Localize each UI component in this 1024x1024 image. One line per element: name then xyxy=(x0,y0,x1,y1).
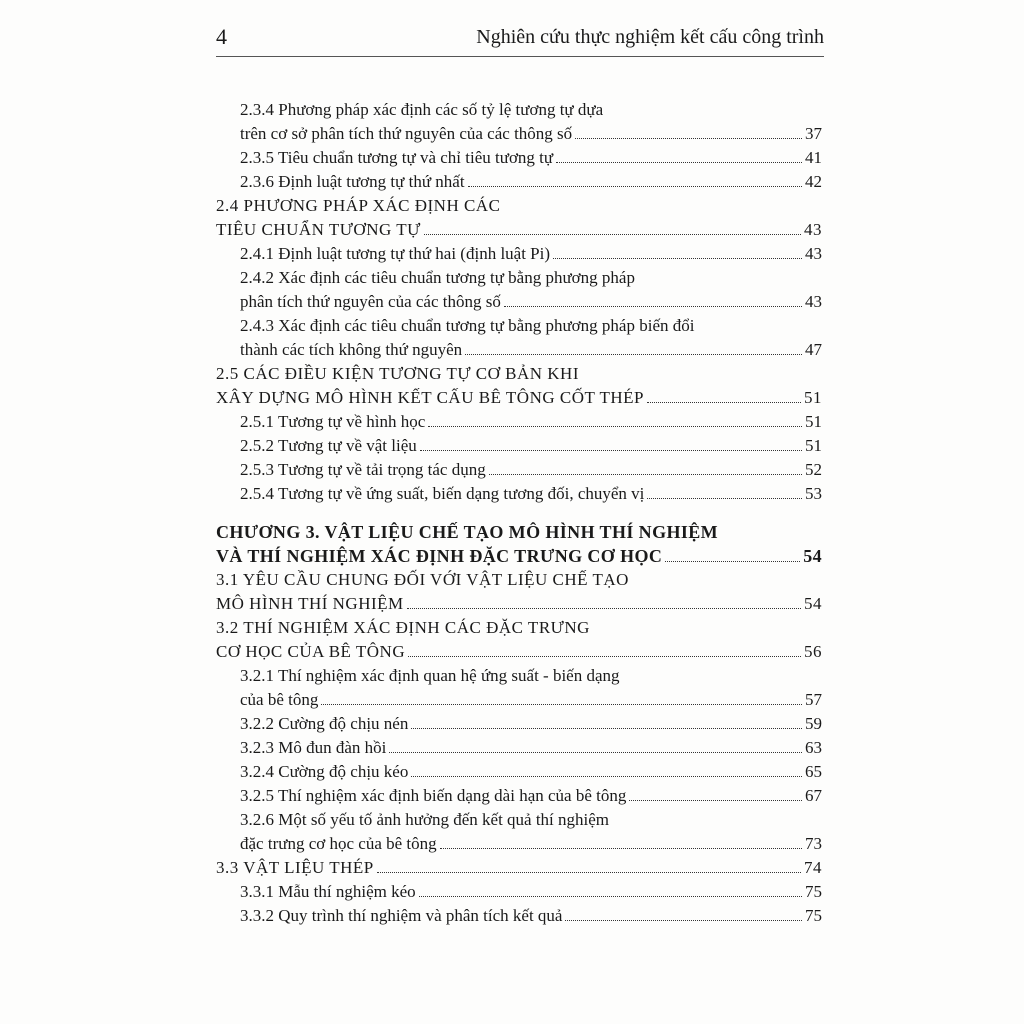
toc-entry-title: 3.3.1 Mẫu thí nghiệm kéo xyxy=(240,882,416,901)
toc-entry-title: 3.3 VẬT LIỆU THÉP xyxy=(216,858,374,877)
toc-page-number: 37 xyxy=(805,124,822,143)
toc-entry xyxy=(216,362,822,410)
toc-entry xyxy=(216,760,822,784)
toc-entry-title: 3.2.5 Thí nghiệm xác định biến dạng dài hạn của bê tông xyxy=(240,786,627,805)
toc-entry-title: 2.5.1 Tương tự về hình học xyxy=(240,412,426,431)
toc-entry xyxy=(216,98,822,146)
toc-entry-line: 2.4.2 Xác định các tiêu chuẩn tương tự bằng phương pháp xyxy=(240,268,635,287)
toc-entry-title: 3.3.2 Quy trình thí nghiệm và phân tích kết quả xyxy=(240,906,563,925)
toc-entry-line: 2.4.3 Xác định các tiêu chuẩn tương tự bằng phương pháp biến đổi xyxy=(240,316,695,335)
dot-leader xyxy=(428,426,802,427)
toc-entry xyxy=(216,568,822,616)
toc-entry-line: 2.5 CÁC ĐIỀU KIỆN TƯƠNG TỰ CƠ BẢN KHI xyxy=(216,364,579,383)
dot-leader xyxy=(647,402,801,403)
toc-entry xyxy=(216,170,822,194)
toc-page-number: 63 xyxy=(805,738,822,757)
toc-page-number: 47 xyxy=(805,340,822,359)
toc-entry xyxy=(216,880,822,904)
toc-entry-title: CƠ HỌC CỦA BÊ TÔNG xyxy=(216,642,406,661)
toc-entry xyxy=(216,410,822,434)
dot-leader xyxy=(419,896,802,897)
toc-page-number: 54 xyxy=(804,594,822,613)
dot-leader xyxy=(647,498,802,499)
dot-leader xyxy=(665,561,800,562)
toc-page-number: 74 xyxy=(804,858,822,877)
toc-entry xyxy=(216,736,822,760)
toc-entry xyxy=(216,194,822,242)
toc-entry-title: 3.2.4 Cường độ chịu kéo xyxy=(240,762,409,781)
toc-entry xyxy=(216,146,822,170)
toc-page-number: 75 xyxy=(805,882,822,901)
dot-leader xyxy=(389,752,802,753)
toc-entry-title: 2.3.6 Định luật tương tự thứ nhất xyxy=(240,172,465,191)
toc-entry-title: 2.4.1 Định luật tương tự thứ hai (định luật Pi) xyxy=(240,244,551,263)
toc-entry xyxy=(216,712,822,736)
toc-entry-title: thành các tích không thứ nguyên xyxy=(240,340,463,359)
toc-page-number: 65 xyxy=(805,762,822,781)
toc-entry-line: 3.1 YÊU CẦU CHUNG ĐỐI VỚI VẬT LIỆU CHẾ TẠO xyxy=(216,570,629,589)
toc-entry-title: 3.2.3 Mô đun đàn hồi xyxy=(240,738,387,757)
toc-entry xyxy=(216,314,822,362)
toc-page-number: 75 xyxy=(805,906,822,925)
toc-entry-title: phân tích thứ nguyên của các thông số xyxy=(240,292,501,311)
toc-page-number: 51 xyxy=(805,412,822,431)
toc-entry-title: đặc trưng cơ học của bê tông xyxy=(240,834,437,853)
toc-entry xyxy=(216,458,822,482)
toc-entry-title: 2.5.4 Tương tự về ứng suất, biến dạng tương đối, chuyển vị xyxy=(240,484,645,503)
table-of-contents xyxy=(216,98,822,928)
toc-entry-line: 2.3.4 Phương pháp xác định các số tỷ lệ tương tự dựa xyxy=(240,100,604,119)
toc-entry xyxy=(216,808,822,856)
dot-leader xyxy=(565,920,802,921)
toc-entry-title: XÂY DỰNG MÔ HÌNH KẾT CẤU BÊ TÔNG CỐT THÉP xyxy=(216,388,645,407)
toc-page-number: 67 xyxy=(805,786,822,805)
toc-entry xyxy=(216,784,822,808)
toc-page-number: 59 xyxy=(805,714,822,733)
toc-page-number: 54 xyxy=(803,546,822,566)
dot-leader xyxy=(407,608,801,609)
toc-page-number: 51 xyxy=(804,388,822,407)
toc-entry xyxy=(216,434,822,458)
toc-entry-title: 2.3.5 Tiêu chuẩn tương tự và chỉ tiêu tương tự xyxy=(240,148,554,167)
toc-entry-title: VÀ THÍ NGHIỆM XÁC ĐỊNH ĐẶC TRƯNG CƠ HỌC xyxy=(216,546,663,566)
toc-entry xyxy=(216,266,822,314)
toc-page-number: 51 xyxy=(805,436,822,455)
dot-leader xyxy=(377,872,801,873)
dot-leader xyxy=(575,138,802,139)
toc-page-number: 43 xyxy=(804,220,822,239)
dot-leader xyxy=(553,258,802,259)
dot-leader xyxy=(321,704,802,705)
toc-entry-title: 2.5.2 Tương tự về vật liệu xyxy=(240,436,417,455)
dot-leader xyxy=(468,186,802,187)
dot-leader xyxy=(629,800,802,801)
toc-page-number: 42 xyxy=(805,172,822,191)
toc-entry-title: MÔ HÌNH THÍ NGHIỆM xyxy=(216,594,404,613)
toc-page-number: 73 xyxy=(805,834,822,853)
dot-leader xyxy=(411,776,802,777)
toc-entry xyxy=(216,616,822,664)
toc-entry-title: TIÊU CHUẨN TƯƠNG TỰ xyxy=(216,220,421,239)
toc-page-number: 41 xyxy=(805,148,822,167)
toc-entry-title: 2.5.3 Tương tự về tải trọng tác dụng xyxy=(240,460,486,479)
page-header xyxy=(216,22,824,57)
toc-entry-line: 3.2.6 Một số yếu tố ảnh hưởng đến kết quả thí nghiệm xyxy=(240,810,610,829)
dot-leader xyxy=(440,848,802,849)
dot-leader xyxy=(489,474,802,475)
page-number: 4 xyxy=(216,24,227,49)
toc-page-number: 56 xyxy=(804,642,822,661)
toc-entry-title: 3.2.2 Cường độ chịu nén xyxy=(240,714,409,733)
toc-page-number: 52 xyxy=(805,460,822,479)
toc-entry-line: 2.4 PHƯƠNG PHÁP XÁC ĐỊNH CÁC xyxy=(216,196,501,215)
dot-leader xyxy=(424,234,801,235)
dot-leader xyxy=(411,728,802,729)
toc-entry xyxy=(216,242,822,266)
toc-entry xyxy=(216,482,822,506)
toc-entry xyxy=(216,664,822,712)
dot-leader xyxy=(408,656,801,657)
toc-page-number: 57 xyxy=(805,690,822,709)
dot-leader xyxy=(420,450,802,451)
toc-entry-line: CHƯƠNG 3. VẬT LIỆU CHẾ TẠO MÔ HÌNH THÍ NGHIỆM xyxy=(216,522,719,542)
toc-entry-title: của bê tông xyxy=(240,690,319,709)
toc-page-number: 53 xyxy=(805,484,822,503)
toc-entry xyxy=(216,904,822,928)
toc-page-number: 43 xyxy=(805,292,822,311)
dot-leader xyxy=(504,306,802,307)
toc-entry-line: 3.2.1 Thí nghiệm xác định quan hệ ứng suất - biến dạng xyxy=(240,666,620,685)
toc-entry-title: trên cơ sở phân tích thứ nguyên của các thông số xyxy=(240,124,573,143)
dot-leader xyxy=(465,354,802,355)
toc-entry xyxy=(216,856,822,880)
toc-page-number: 43 xyxy=(805,244,822,263)
running-title: Nghiên cứu thực nghiệm kết cấu công trình xyxy=(476,26,824,48)
toc-entry xyxy=(216,520,822,568)
dot-leader xyxy=(556,162,802,163)
toc-entry-line: 3.2 THÍ NGHIỆM XÁC ĐỊNH CÁC ĐẶC TRƯNG xyxy=(216,618,590,637)
